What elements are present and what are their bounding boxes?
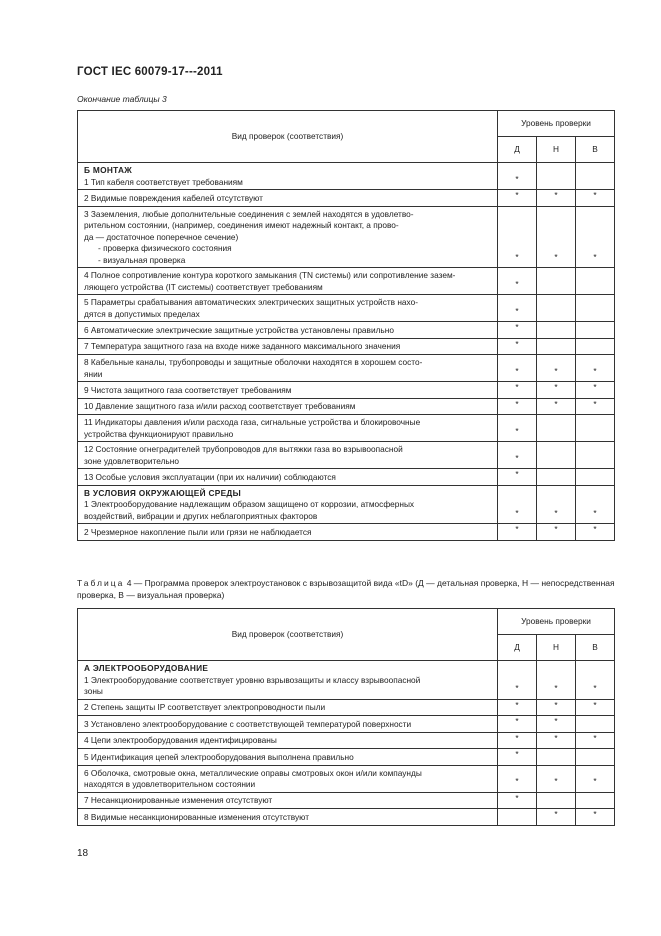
- check-mark-n: *: [537, 699, 576, 716]
- table-row: [78, 524, 615, 541]
- row-text-line: 1 Тип кабеля соответствует требованиям: [84, 176, 243, 187]
- header-v: В: [576, 137, 615, 163]
- header-d: Д: [498, 635, 537, 661]
- check-mark-d: *: [498, 295, 537, 322]
- check-mark-n: *: [537, 661, 576, 700]
- check-mark-d: *: [498, 190, 537, 207]
- row-text-line: зоны: [84, 686, 103, 696]
- row-subitem: - проверка физического состояния: [98, 243, 232, 253]
- row-text-line: находятся в удовлетворительном состоянии: [84, 779, 256, 789]
- row-description: [78, 382, 498, 399]
- table-row: [78, 268, 615, 295]
- row-text-line: ляющего устройства (IT системы) соответствует требованиям: [84, 281, 323, 292]
- table-row: [78, 338, 615, 355]
- table-row: [78, 322, 615, 339]
- page-number: 18: [77, 848, 89, 859]
- check-mark-d: [498, 809, 537, 826]
- row-description: [78, 765, 498, 792]
- table-continuation-label: Окончание таблицы 3: [77, 94, 167, 104]
- check-mark-v: [576, 469, 615, 486]
- row-text-line: 12 Состояние огнеградителей трубопроводов для вытяжки газа во взрывоопасной: [84, 444, 403, 454]
- header-n: Н: [537, 137, 576, 163]
- check-mark-v: [576, 442, 615, 469]
- row-text-line: 8 Видимые несанкционированные изменения отсутствуют: [84, 811, 310, 822]
- check-mark-d: *: [498, 322, 537, 339]
- document-title: ГОСТ IEC 60079-17---2011: [77, 66, 223, 78]
- check-mark-d: *: [498, 442, 537, 469]
- check-mark-v: *: [576, 398, 615, 415]
- header-kind: Вид проверок (соответствия): [78, 609, 498, 661]
- row-text-line: 9 Чистота защитного газа соответствует требованиям: [84, 384, 292, 395]
- row-text-line: 2 Степень защиты IP соответствует электропроводности пыли: [84, 702, 326, 712]
- row-text-line: 5 Параметры срабатывания автоматических электрических защитных устройств нахо-: [84, 297, 418, 307]
- row-subitem: - визуальная проверка: [98, 254, 186, 265]
- table-row: [78, 469, 615, 486]
- check-mark-d: *: [498, 765, 537, 792]
- row-text-line: да — достаточное поперечное сечение): [84, 231, 239, 242]
- check-mark-n: *: [537, 190, 576, 207]
- check-mark-v: [576, 295, 615, 322]
- row-text-line: зоне удовлетворительно: [84, 455, 179, 466]
- row-description: [78, 163, 498, 190]
- check-mark-n: [537, 792, 576, 809]
- table-row: [78, 716, 615, 733]
- table-row: [78, 442, 615, 469]
- section-heading: А ЭЛЕКТРООБОРУДОВАНИЕ: [84, 663, 209, 673]
- table-row: [78, 398, 615, 415]
- check-mark-d: *: [498, 732, 537, 749]
- row-text-line: 5 Идентификация цепей электрооборудования выполнена правильно: [84, 751, 354, 762]
- check-mark-d: *: [498, 661, 537, 700]
- row-text-line: 11 Индикаторы давления и/или расхода газа, сигнальные устройства и блокировочные: [84, 417, 421, 427]
- caption-word: Таблица: [77, 578, 125, 588]
- check-mark-n: *: [537, 809, 576, 826]
- row-text-line: 7 Несанкционированные изменения отсутствуют: [84, 795, 273, 805]
- row-text-line: рительном состоянии, (например, соединения имеют надежный контакт, а прово-: [84, 220, 399, 230]
- row-text-line: 4 Полное сопротивление контура короткого замыкания (TN системы) или сопротивление зазем-: [84, 270, 456, 280]
- row-text-line: 3 Заземления, любые дополнительные соединения с землей находятся в удовлетво-: [84, 208, 414, 219]
- check-mark-v: [576, 268, 615, 295]
- row-description: [78, 398, 498, 415]
- row-description: [78, 268, 498, 295]
- check-mark-n: *: [537, 485, 576, 524]
- check-mark-d: *: [498, 382, 537, 399]
- row-description: [78, 322, 498, 339]
- section-heading: Б МОНТАЖ: [84, 165, 133, 175]
- check-mark-d: *: [498, 792, 537, 809]
- row-description: [78, 661, 498, 700]
- header-n: Н: [537, 635, 576, 661]
- row-description: [78, 295, 498, 322]
- check-mark-v: *: [576, 809, 615, 826]
- row-description: [78, 485, 498, 524]
- table-row: [78, 661, 615, 700]
- row-description: [78, 809, 498, 826]
- row-description: [78, 469, 498, 486]
- row-description: [78, 732, 498, 749]
- table-row: [78, 809, 615, 826]
- table-row: [78, 415, 615, 442]
- check-mark-d: *: [498, 749, 537, 766]
- row-description: [78, 716, 498, 733]
- check-mark-d: *: [498, 716, 537, 733]
- table-row: [78, 355, 615, 382]
- check-mark-d: *: [498, 206, 537, 268]
- row-text-line: 6 Автоматические электрические защитные устройства установлены правильно: [84, 324, 394, 335]
- check-mark-d: *: [498, 338, 537, 355]
- section-heading: В УСЛОВИЯ ОКРУЖАЮЩЕЙ СРЕДЫ: [84, 487, 242, 498]
- check-mark-d: *: [498, 524, 537, 541]
- table-row: [78, 765, 615, 792]
- check-mark-n: [537, 268, 576, 295]
- check-mark-v: *: [576, 355, 615, 382]
- check-mark-n: [537, 322, 576, 339]
- row-text-line: 2 Чрезмерное накопление пыли или грязи не наблюдается: [84, 526, 312, 537]
- header-level: Уровень проверки: [498, 111, 615, 137]
- check-mark-v: *: [576, 485, 615, 524]
- check-mark-v: *: [576, 661, 615, 700]
- row-text-line: 1 Электрооборудование соответствует уровню взрывозащиты и классу взрывоопасной: [84, 674, 421, 685]
- row-text-line: 4 Цепи электрооборудования идентифицированы: [84, 735, 277, 745]
- check-mark-d: *: [498, 398, 537, 415]
- check-mark-d: *: [498, 268, 537, 295]
- row-description: [78, 524, 498, 541]
- check-mark-n: [537, 749, 576, 766]
- check-mark-v: [576, 716, 615, 733]
- table-3: [77, 110, 615, 541]
- row-text-line: янии: [84, 368, 103, 379]
- check-mark-n: *: [537, 206, 576, 268]
- row-text-line: 13 Особые условия эксплуатации (при их наличии) соблюдаются: [84, 471, 336, 482]
- check-mark-d: *: [498, 415, 537, 442]
- row-description: [78, 338, 498, 355]
- table-row: [78, 699, 615, 716]
- row-text-line: 10 Давление защитного газа и/или расход соответствует требованиям: [84, 401, 356, 411]
- check-mark-v: [576, 749, 615, 766]
- table-row: [78, 749, 615, 766]
- check-mark-n: *: [537, 382, 576, 399]
- table-row: [78, 295, 615, 322]
- check-mark-n: *: [537, 765, 576, 792]
- check-mark-v: [576, 338, 615, 355]
- row-description: [78, 415, 498, 442]
- header-v: В: [576, 635, 615, 661]
- check-mark-n: *: [537, 716, 576, 733]
- check-mark-n: *: [537, 732, 576, 749]
- check-mark-d: *: [498, 485, 537, 524]
- check-mark-n: *: [537, 355, 576, 382]
- check-mark-n: [537, 338, 576, 355]
- row-text-line: 6 Оболочка, смотровые окна, металлические оправы смотровых окон и/или компаунды: [84, 767, 422, 778]
- row-text-line: 1 Электрооборудование надлежащим образом защищено от коррозии, атмосферных: [84, 499, 415, 509]
- row-description: [78, 699, 498, 716]
- check-mark-n: *: [537, 398, 576, 415]
- check-mark-v: *: [576, 382, 615, 399]
- table-4-caption: [77, 577, 617, 601]
- header-kind: Вид проверок (соответствия): [78, 111, 498, 163]
- check-mark-n: [537, 163, 576, 190]
- check-mark-d: *: [498, 699, 537, 716]
- caption-text: 4 — Программа проверок электроустановок с взрывозащитой вида «tD» (Д — детальная проверка, Н — непосредственная проверка, В — визуальная проверка): [77, 578, 615, 600]
- check-mark-v: [576, 415, 615, 442]
- table-row: [78, 732, 615, 749]
- check-mark-v: [576, 322, 615, 339]
- row-text-line: 8 Кабельные каналы, трубопроводы и защитные оболочки находятся в хорошем состо-: [84, 357, 423, 367]
- check-mark-v: *: [576, 765, 615, 792]
- header-level: Уровень проверки: [498, 609, 615, 635]
- row-text-line: 7 Температура защитного газа на входе ниже заданного максимального значения: [84, 341, 401, 351]
- row-description: [78, 355, 498, 382]
- table-row: [78, 190, 615, 207]
- row-description: [78, 792, 498, 809]
- check-mark-n: [537, 415, 576, 442]
- check-mark-d: *: [498, 355, 537, 382]
- check-mark-n: [537, 469, 576, 486]
- check-mark-d: *: [498, 163, 537, 190]
- table-row: [78, 485, 615, 524]
- check-mark-v: *: [576, 206, 615, 268]
- check-mark-v: *: [576, 190, 615, 207]
- row-text-line: 2 Видимые повреждения кабелей отсутствуют: [84, 192, 263, 203]
- check-mark-d: *: [498, 469, 537, 486]
- row-text-line: воздействий, вибрации и других неблагоприятных факторов: [84, 510, 318, 521]
- row-description: [78, 749, 498, 766]
- check-mark-v: *: [576, 699, 615, 716]
- table-4: [77, 608, 615, 826]
- check-mark-n: *: [537, 524, 576, 541]
- row-text-line: 3 Установлено электрооборудование с соответствующей температурой поверхности: [84, 718, 412, 729]
- table-row: [78, 792, 615, 809]
- check-mark-v: *: [576, 524, 615, 541]
- check-mark-v: [576, 163, 615, 190]
- check-mark-n: [537, 442, 576, 469]
- header-d: Д: [498, 137, 537, 163]
- row-text-line: устройства функционируют правильно: [84, 428, 234, 439]
- row-description: [78, 190, 498, 207]
- table-row: [78, 382, 615, 399]
- table-row: [78, 206, 615, 268]
- check-mark-n: [537, 295, 576, 322]
- table-row: [78, 163, 615, 190]
- check-mark-v: [576, 792, 615, 809]
- row-text-line: дятся в допустимых пределах: [84, 308, 200, 319]
- check-mark-v: *: [576, 732, 615, 749]
- row-description: [78, 442, 498, 469]
- row-description: [78, 206, 498, 268]
